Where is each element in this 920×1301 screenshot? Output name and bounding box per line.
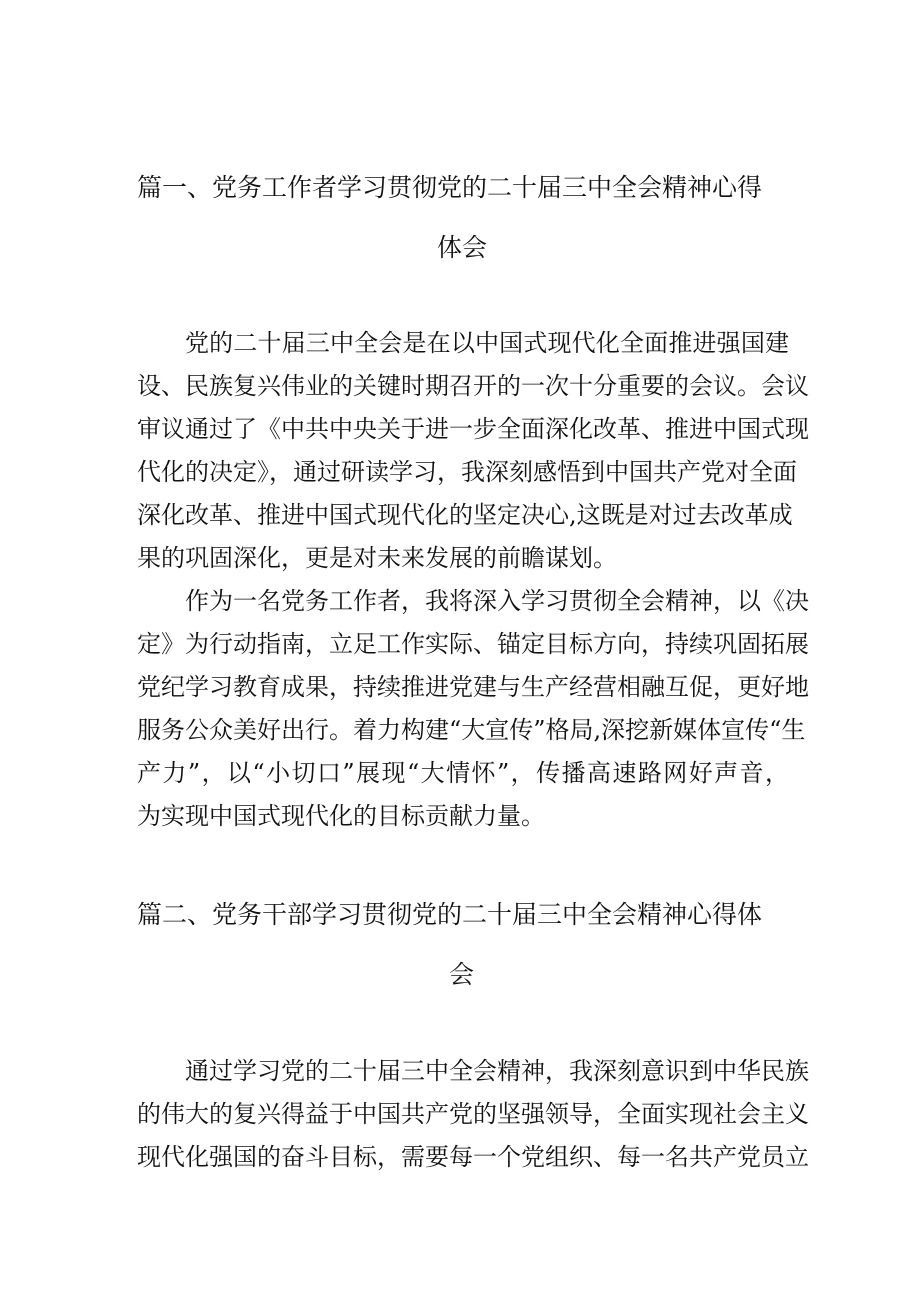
section1-p2-line-2: 定》为行动指南，立足工作实际、锚定目标方向，持续巩固拓展 xyxy=(137,630,809,658)
section1-p1-line-3: 审议通过了《中共中央关于进一步全面深化改革、推进中国式现 xyxy=(137,415,809,443)
section1-p2-line-4: 服务公众美好出行。着力构建“大宣传”格局,深挖新媒体宣传“生 xyxy=(137,716,806,744)
section1-p2-line-3: 党纪学习教育成果，持续推进党建与生产经营相融互促，更好地 xyxy=(137,673,809,701)
section2-p1-line-2: 的伟大的复兴得益于中国共产党的坚强领导，全面实现社会主义 xyxy=(137,1100,809,1128)
section2-p1-line-1: 通过学习党的二十届三中全会精神，我深刻意识到中华民族 xyxy=(185,1057,809,1085)
section1-p1-line-5: 深化改革、推进中国式现代化的坚定决心,这既是对过去改革成 xyxy=(137,501,793,529)
section1-p2-line-6: 为实现中国式现代化的目标贡献力量。 xyxy=(137,802,545,830)
section1-p1-line-4: 代化的决定》，通过研读学习，我深刻感悟到中国共产党对全面 xyxy=(137,458,797,486)
section1-title-line-2: 体会 xyxy=(437,233,488,262)
section2-p1-line-3: 现代化强国的奋斗目标，需要每一个党组织、每一名共产党员立 xyxy=(137,1143,809,1171)
section1-title-line-1: 篇一、党务工作者学习贯彻党的二十届三中全会精神心得 xyxy=(137,173,763,202)
section1-p2-line-5: 产力”，以“小切口”展现“大情怀”，传播高速路网好声音， xyxy=(137,759,789,787)
section1-p1-line-2: 设、民族复兴伟业的关键时期召开的一次十分重要的会议。会议 xyxy=(137,372,809,400)
section2-title-line-2: 会 xyxy=(449,960,475,989)
section1-p2-line-1: 作为一名党务工作者，我将深入学习贯彻全会精神，以《决 xyxy=(185,587,809,615)
section2-title-line-1: 篇二、党务干部学习贯彻党的二十届三中全会精神心得体 xyxy=(137,900,763,929)
section1-p1-line-6: 果的巩固深化，更是对未来发展的前瞻谋划。 xyxy=(137,544,617,572)
section1-p1-line-1: 党的二十届三中全会是在以中国式现代化全面推进强国建 xyxy=(185,329,789,357)
